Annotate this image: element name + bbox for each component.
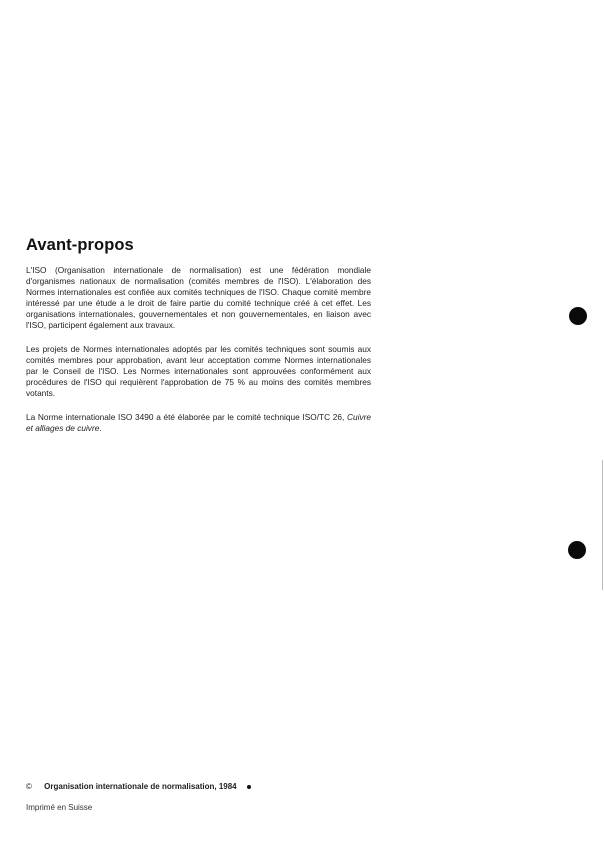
paragraph-approval: Les projets de Normes internationales adoptés par les comités techniques sont soumis aux comités membres pour approbation, avant leur acceptation comme Normes internationales par le Conseil de l'ISO. Les Normes internationales sont approuvées conformément aux procédures de l'ISO qui requièrent l'approbation de 75 % au moins des comités membres votants. <box>26 344 371 399</box>
paragraph-committee <box>26 412 371 434</box>
period: . <box>99 423 102 434</box>
page-title: Avant-propos <box>26 236 134 254</box>
copyright-symbol: © <box>26 782 32 791</box>
paragraph-iso-intro: L'ISO (Organisation internationale de normalisation) est une fédération mondiale d'organismes nationaux de normalisation (comités membres de l'ISO). L'élaboration des Normes internationales est confiée aux comités techniques de l'ISO. Chaque comité membre intéressé par une étude a le droit de faire partie du comité technique créé à cet effet. Les organisations internationales, gouvernementales et non gouvernementales, en liaison avec l'ISO, participent également aux travaux. <box>26 265 371 331</box>
copyright-text: Organisation internationale de normalisation, 1984 <box>44 782 237 791</box>
printed-in: Imprimé en Suisse <box>26 803 93 812</box>
page-edge-divider <box>602 460 603 590</box>
punch-hole-icon <box>568 541 586 559</box>
committee-text: La Norme internationale ISO 3490 a été élaborée par le comité technique ISO/TC 26, <box>26 412 345 422</box>
punch-hole-icon <box>569 307 587 325</box>
bullet-icon <box>247 785 251 789</box>
committee-title: Cuivre et alliages de cuivre <box>26 412 371 434</box>
copyright-line <box>26 782 251 791</box>
